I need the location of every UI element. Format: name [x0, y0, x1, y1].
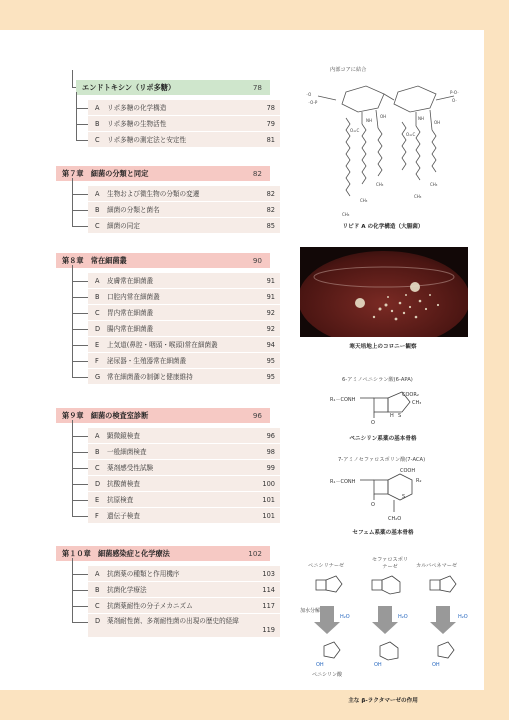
tree-branch	[72, 194, 88, 195]
section-title: 第９章 細菌の検査室診断	[62, 411, 149, 420]
item-page: 95	[266, 373, 275, 381]
penicillinoic-acid-label: ペニシリン酸	[312, 672, 343, 678]
item-letter: B	[95, 120, 100, 128]
tree-trunk	[72, 178, 73, 226]
svg-text:⁻O-P: ⁻O-P	[308, 100, 318, 105]
tree-trunk	[72, 265, 73, 377]
tree-branch	[76, 108, 88, 109]
toc-item[interactable]	[88, 508, 280, 524]
item-page: 101	[262, 496, 275, 504]
hydrolysis-label: 加水分解	[300, 608, 321, 614]
lactamase-col1-label: ペニシリナーゼ	[308, 563, 345, 569]
item-letter: F	[95, 357, 99, 365]
item-title: 薬剤感受性試験	[107, 464, 154, 472]
svg-text:CH₃: CH₃	[430, 182, 438, 187]
svg-text:CH₃: CH₃	[342, 212, 350, 217]
item-letter: C	[95, 464, 100, 472]
item-letter: A	[95, 570, 100, 578]
section-header[interactable]	[56, 546, 270, 561]
item-page: 94	[266, 341, 275, 349]
penicillin-ch3: CH₃	[412, 400, 422, 406]
tree-branch	[72, 210, 88, 211]
svg-text:NH: NH	[366, 118, 372, 123]
lactamase-caption: 主な β-ラクタマーゼの作用	[348, 698, 418, 704]
item-page: 100	[262, 480, 275, 488]
item-letter: B	[95, 448, 100, 456]
item-letter: C	[95, 309, 100, 317]
svg-text:OH: OH	[374, 662, 382, 668]
tree-trunk	[76, 92, 77, 140]
svg-text:OH: OH	[316, 662, 324, 668]
item-letter: C	[95, 602, 100, 610]
h2o-label-3: H₂O	[458, 614, 468, 620]
tree-branch	[72, 484, 88, 485]
item-title: リポ多糖の生物活性	[107, 120, 167, 128]
toc-item[interactable]	[88, 566, 280, 582]
item-page: 82	[266, 206, 275, 214]
tree-branch	[72, 313, 88, 314]
item-title: リポ多糖の測定法と安定性	[107, 136, 187, 144]
tree-trunk	[72, 420, 73, 516]
section-page: 78	[252, 83, 262, 92]
tree-branch	[72, 590, 88, 591]
tree-branch	[72, 436, 88, 437]
tree-branch	[72, 281, 88, 282]
item-title: 上気道(鼻腔・咽頭・喉頭)常在細菌叢	[107, 341, 218, 349]
penicillin-top-label: 6-アミノペニシラン酸(6-APA)	[342, 377, 413, 383]
item-title: 常在細菌叢の制御と健康維持	[107, 373, 193, 381]
toc-item[interactable]	[88, 305, 280, 321]
tree-branch	[72, 622, 88, 623]
svg-text:H: H	[390, 413, 394, 419]
section-title: エンドトキシン（リポ多糖）	[82, 83, 176, 92]
tree-branch	[72, 226, 88, 227]
toc-item[interactable]	[88, 218, 280, 234]
item-page: 114	[262, 586, 275, 594]
penicillin-structure	[330, 384, 450, 434]
item-letter: B	[95, 293, 100, 301]
item-title: 胃内常在細菌叢	[107, 309, 154, 317]
colony-photo	[300, 247, 468, 337]
penicillin-caption: ペニシリン系薬の基本骨格	[349, 436, 417, 442]
item-page: 91	[266, 277, 275, 285]
item-page: 82	[266, 190, 275, 198]
tree-branch	[72, 516, 88, 517]
lactamase-col3-label: カルバペネマーゼ	[416, 563, 458, 569]
svg-text:O=C: O=C	[350, 128, 360, 133]
item-title: 皮膚常在細菌叢	[107, 277, 154, 285]
item-page: 81	[266, 136, 275, 144]
penicillin-r1: R₁－CONH	[330, 397, 356, 403]
toc-item[interactable]	[88, 289, 280, 305]
item-title: 遺伝子検査	[107, 512, 140, 520]
item-page: 99	[266, 464, 275, 472]
toc-item[interactable]	[88, 598, 280, 614]
item-title: 腸内常在細菌叢	[107, 325, 154, 333]
toc-item[interactable]	[88, 100, 280, 116]
item-letter: A	[95, 104, 100, 112]
tree-branch	[72, 377, 88, 378]
item-letter: D	[95, 325, 101, 333]
item-title: 一般細菌検査	[107, 448, 147, 456]
item-page: 98	[266, 448, 275, 456]
toc-item[interactable]	[88, 582, 280, 598]
svg-text:CH₃: CH₃	[414, 194, 422, 199]
item-letter: C	[95, 222, 100, 230]
lipid-a-structure	[306, 74, 466, 224]
item-title: 細菌の分類と菌名	[107, 206, 160, 214]
toc-item[interactable]	[88, 369, 280, 385]
item-title: 薬剤耐性菌、多剤耐性菌の出現の歴史的経緯	[107, 617, 239, 625]
item-page: 103	[262, 570, 275, 578]
item-title: 泌尿器・生殖器常在細菌叢	[107, 357, 187, 365]
svg-text:O=C: O=C	[406, 132, 416, 137]
svg-text:O⁻: O⁻	[452, 98, 458, 103]
cephem-cooh: COOH	[400, 468, 416, 474]
toc-item[interactable]	[88, 321, 280, 337]
item-title: 抗菌薬耐性の分子メカニズム	[107, 602, 193, 610]
section-title: 第８章 常在細菌叢	[62, 256, 127, 265]
tree-branch	[72, 574, 88, 575]
item-page: 78	[266, 104, 275, 112]
item-letter: A	[95, 190, 100, 198]
item-letter: G	[95, 373, 101, 381]
toc-item[interactable]	[88, 460, 280, 476]
tree-branch	[72, 452, 88, 453]
item-page: 119	[262, 626, 275, 634]
toc-item[interactable]	[88, 428, 280, 444]
penicillin-cooh: COOR₂	[402, 392, 419, 398]
item-letter: E	[95, 496, 100, 504]
item-title: 抗原検査	[107, 496, 134, 504]
section-title: 第７章 細菌の分類と同定	[62, 169, 149, 178]
lactamase-col2-label: セファロスポリナーゼ	[371, 557, 409, 570]
section-page: 96	[252, 411, 262, 420]
svg-text:OH: OH	[434, 120, 441, 125]
tree-branch	[72, 329, 88, 330]
cephem-r2: R₂	[416, 478, 422, 484]
tree-branch	[72, 361, 88, 362]
colony-caption: 寒天培地上のコロニー観察	[349, 344, 417, 350]
toc-item[interactable]	[88, 202, 280, 218]
svg-text:O: O	[371, 502, 375, 508]
h2o-label-2: H₂O	[398, 614, 408, 620]
item-page: 117	[262, 602, 275, 610]
tree-branch	[72, 468, 88, 469]
item-letter: C	[95, 136, 100, 144]
h2o-label-1: H₂O	[340, 614, 350, 620]
tree-trunk-top	[72, 70, 73, 87]
section-header[interactable]	[56, 253, 270, 268]
cephem-ch2o: CH₂O	[388, 516, 402, 522]
toc-item[interactable]	[88, 116, 280, 132]
toc-item[interactable]	[88, 444, 280, 460]
section-header[interactable]	[76, 80, 270, 95]
section-page: 90	[252, 256, 262, 265]
item-title: 抗酸菌検査	[107, 480, 140, 488]
toc-item[interactable]	[88, 273, 280, 289]
item-letter: B	[95, 586, 100, 594]
item-title: リポ多糖の化学構造	[107, 104, 167, 112]
item-page: 92	[266, 309, 275, 317]
item-title: 抗菌化学療法	[107, 586, 147, 594]
item-letter: F	[95, 512, 99, 520]
tree-branch	[72, 345, 88, 346]
svg-text:OH: OH	[380, 114, 387, 119]
item-letter: A	[95, 277, 100, 285]
lipid-a-top-label: 内部コアに結合	[330, 67, 367, 73]
toc-item[interactable]	[88, 353, 280, 369]
section-title: 第１０章 細菌感染症と化学療法	[62, 549, 170, 558]
item-title: 顕微鏡検査	[107, 432, 140, 440]
item-page: 101	[262, 512, 275, 520]
svg-text:O: O	[371, 420, 375, 426]
cephem-r1: R₁－CONH	[330, 479, 356, 485]
item-title: 生物および微生物の分類の変遷	[107, 190, 200, 198]
item-letter: E	[95, 341, 100, 349]
section-header[interactable]	[56, 166, 270, 181]
cephem-caption: セフェム系薬の基本骨格	[352, 530, 414, 536]
toc-item[interactable]	[88, 492, 280, 508]
item-page: 91	[266, 293, 275, 301]
tree-branch	[72, 606, 88, 607]
tree-branch-top	[72, 87, 76, 88]
item-page: 79	[266, 120, 275, 128]
section-header[interactable]	[56, 408, 270, 423]
lactamase-diagram	[300, 570, 470, 690]
item-letter: B	[95, 206, 100, 214]
tree-branch	[76, 124, 88, 125]
item-page: 95	[266, 357, 275, 365]
section-page: 102	[248, 549, 262, 558]
svg-text:CH₃: CH₃	[376, 182, 384, 187]
item-title: 抗菌薬の種類と作用機序	[107, 570, 180, 578]
svg-text:S: S	[398, 413, 402, 419]
item-letter: D	[95, 480, 101, 488]
lipid-a-caption: リピド A の化学構造（大腸菌）	[342, 224, 424, 230]
item-page: 92	[266, 325, 275, 333]
item-title: 細菌の同定	[107, 222, 140, 230]
svg-text:NH: NH	[418, 116, 424, 121]
tree-branch	[72, 500, 88, 501]
svg-text:S: S	[402, 494, 406, 500]
svg-text:CH₃: CH₃	[360, 198, 368, 203]
tree-branch	[72, 297, 88, 298]
svg-text:P-O⁻: P-O⁻	[450, 90, 460, 95]
item-letter: A	[95, 432, 100, 440]
toc-item[interactable]	[88, 476, 280, 492]
item-letter: D	[95, 617, 101, 625]
tree-trunk	[72, 558, 73, 622]
toc-item[interactable]	[88, 186, 280, 202]
tree-branch	[76, 140, 88, 141]
svg-text:OH: OH	[432, 662, 440, 668]
item-page: 96	[266, 432, 275, 440]
cephem-top-label: 7-アミノセファロスポリン酸(7-ACA)	[338, 457, 426, 463]
item-page: 85	[266, 222, 275, 230]
toc-item[interactable]	[88, 132, 280, 148]
section-page: 82	[252, 169, 262, 178]
item-title: 口腔内常在細菌叢	[107, 293, 160, 301]
svg-text:⁻O: ⁻O	[306, 92, 312, 97]
cephem-structure	[330, 464, 450, 526]
toc-item[interactable]	[88, 614, 280, 638]
toc-item[interactable]	[88, 337, 280, 353]
